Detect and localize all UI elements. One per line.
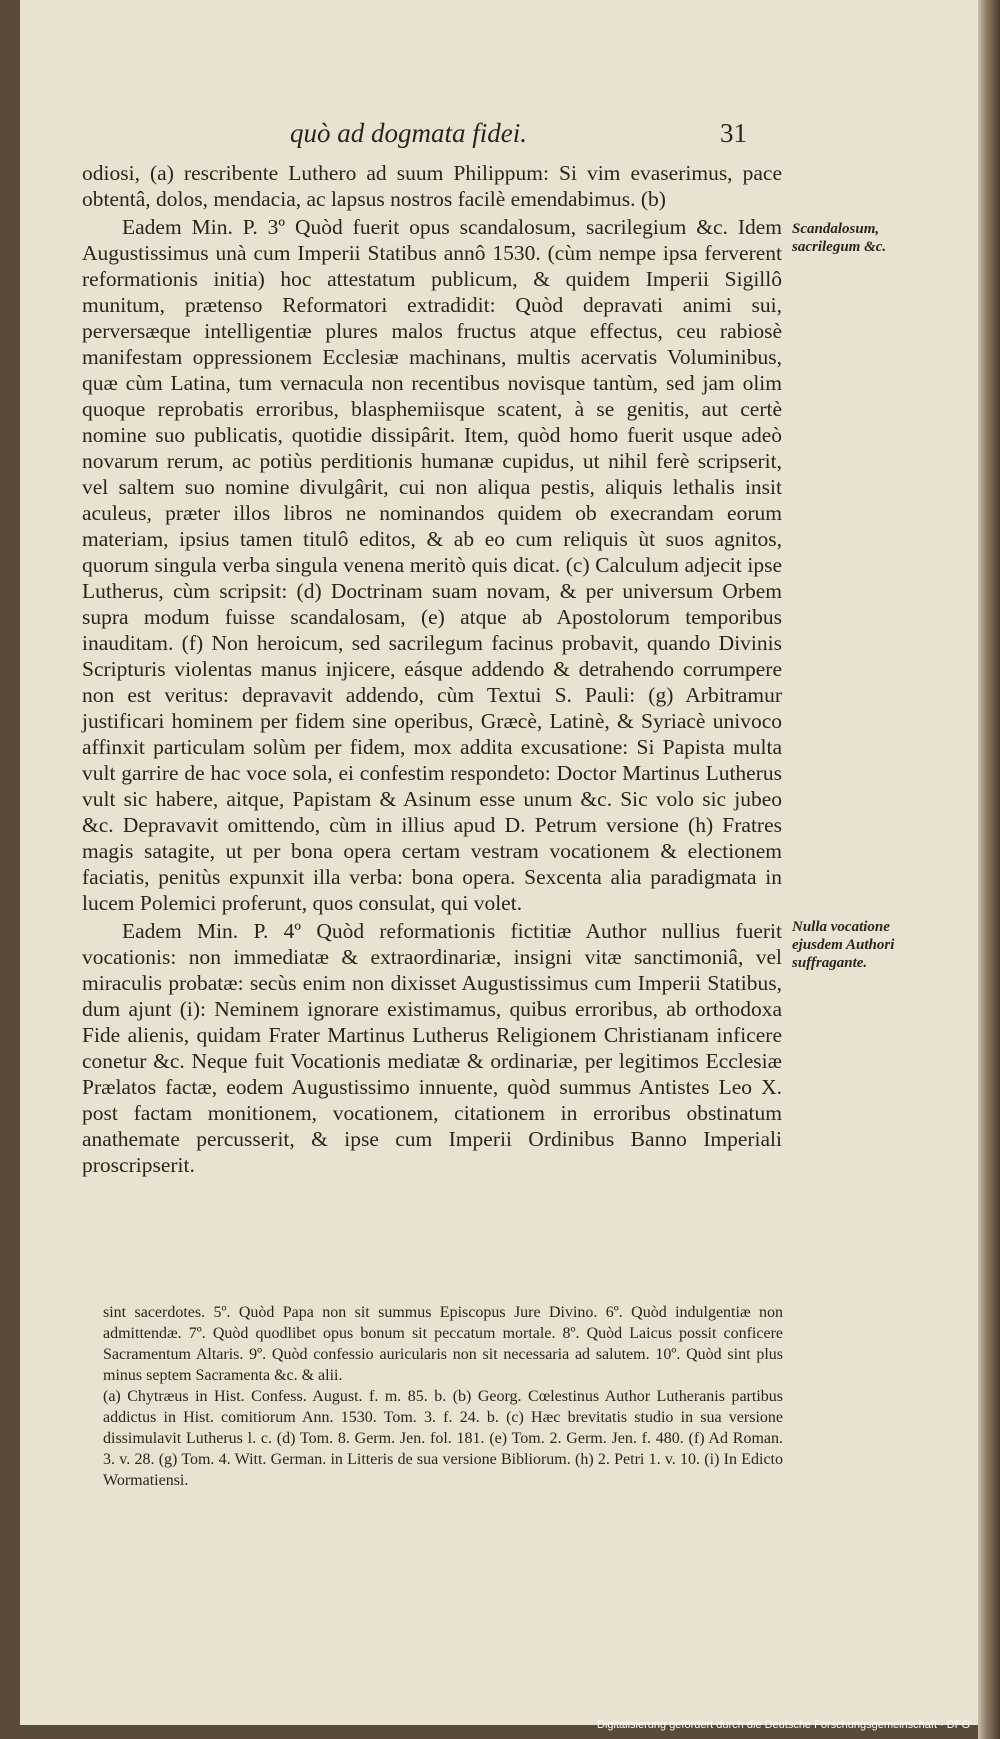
digitization-credit: Digitalisierung gefördert durch die Deutsche Forschungsgemeinschaft · DFG: [597, 1719, 970, 1731]
footnotes: [103, 1302, 783, 1491]
margin-note: Scandalosum, sacrilegum &c.: [792, 221, 887, 255]
margin-note: Nulla vocatione ejusdem Authori suffragante.: [792, 919, 895, 971]
paragraph: Eadem Min. P. 3º Quòd fuerit opus scandalosum, sacrilegium &c. Idem Augustissimus unà cum Imperii Statibus annô 1530. (cùm nempe ipsa ferverent reformationis initia) hoc attestatum publicum, & quidem Imperii Sigillô munitum, prætenso Reformatori extradidit: Quòd depravati animi sui, perversæque intelligentiæ plures malos fructus atque effectus, ceu rabiosè manifestam oppressionem Ecclesiæ machinans, multis acervatis Voluminibus, quæ cùm Latina, tum vernacula non recentibus novisque tantùm, sed jam olim quoque reprobatis erroribus, blasphemiisque scatent, à se genitis, aut certè nomine suo publicatis, quotidie dissipârit. Item, quòd homo fuerit usque adeò novarum rerum, ac potiùs perditionis humanæ cupidus, ut nihil ferè scripserit, vel saltem suo nomine divulgârit, cui non aliqua pestis, aliquis lethalis insit aculeus, præter illos libros ne nominandos quidem ob execrandam eorum materiam, ipsius tamen titulô editos, & ab eo cum reliquis ùt suos agnitos, quorum singula verba singula venena meritò quis dicat. (c) Calculum adjecit ipse Lutherus, cùm scripsit: (d) Doctrinam suam novam, & per universum Orbem supra modum fuisse scandalosam, (e) atque ab Apostolorum temporibus inauditam. (f) Non heroicum, sed sacrilegum facinus probavit, quando Divinis Scripturis violentas manus injicere, eásque addendo & detrahendo corrumpere non est veritus: depravavit addendo, cùm Textui S. Pauli: (g) Arbitramur justificari hominem per fidem sine operibus, Græcè, Latinè, & Syriacè univoco affinxit particulam solùm per fidem, mox addita excusatione: Si Papista multa vult garrire de hac voce sola, ei confestim respondeto: Doctor Martinus Lutherus vult sic habere, aitque, Papistam & Asinum esse unum &c. Sic volo sic jubeo &c. Depravavit omittendo, cùm in illius apud D. Petrum versione (h) Fratres magis satagite, ut per bona opera certam vestram vocationem & electionem faciatis, penitùs expunxit illa verba: bona opera. Sexcenta alia paradigmata in lucem Polemici proferunt, quos consulat, qui volet.: [82, 215, 782, 915]
footnote-references: (a) Chytræus in Hist. Confess. August. f. m. 85. b. (b) Georg. Cœlestinus Author Lutheranis partibus addictus in Hist. comitiorum Ann. 1530. Tom. 3. f. 24. b. (c) Hæc brevitatis studio in sua versione dissimulavit Lutherus l. c. (d) Tom. 8. Germ. Jen. fol. 181. (e) Tom. 2. Germ. Jen. f. 480. (f) Ad Roman. 3. v. 28. (g) Tom. 4. Witt. German. in Litteris de sua versione Bibliorum. (h) 2. Petri 1. v. 10. (i) In Edicto Wormatiensi.: [103, 1388, 783, 1489]
book-binding: [978, 0, 1000, 1739]
main-text: [82, 160, 782, 1180]
book-page: [20, 0, 980, 1725]
running-title: quò ad dogmata fidei.: [290, 118, 527, 148]
paragraph: Eadem Min. P. 4º Quòd reformationis fictitiæ Author nullius fuerit vocationis: non immediatæ & extraordinariæ, insigni vitæ sanctimoniâ, vel miraculis probatæ: secùs enim non dixisset Augustissimus cum Imperii Statibus, dum ajunt (i): Neminem ignorare existimamus, quibus erroribus, ab orthodoxa Fide alienis, quidam Frater Martinus Lutherus Religionem Christianam inficere conetur &c. Neque fuit Vocationis mediatæ & ordinariæ, per legitimos Ecclesiæ Prælatos factæ, eodem Augustissimo innuente, quòd summus Antistes Leo X. post factam monitionem, vocationem, citationem in erroribus obstinatum anathemate percusserit, & ipse cum Imperii Ordinibus Banno Imperiali proscripserit.: [82, 919, 782, 1177]
footnote-continuation: sint sacerdotes. 5º. Quòd Papa non sit summus Episcopus Jure Divino. 6º. Quòd indulgentiæ non admittendæ. 7º. Quòd quodlibet opus bonum sit peccatum mortale. 8º. Quòd Laicus possit conficere Sacramentum Altaris. 9º. Quòd confessio auricularis non sit necessaria ad salutem. 10º. Quòd sint plus minus septem Sacramenta &c. & alii.: [103, 1304, 783, 1384]
page-number: 31: [720, 118, 747, 148]
paragraph: odiosi, (a) rescribente Luthero ad suum Philippum: Si vim evaserimus, pace obtentâ, dolos, mendacia, ac lapsus nostros facilè emendabimus. (b): [82, 161, 782, 211]
